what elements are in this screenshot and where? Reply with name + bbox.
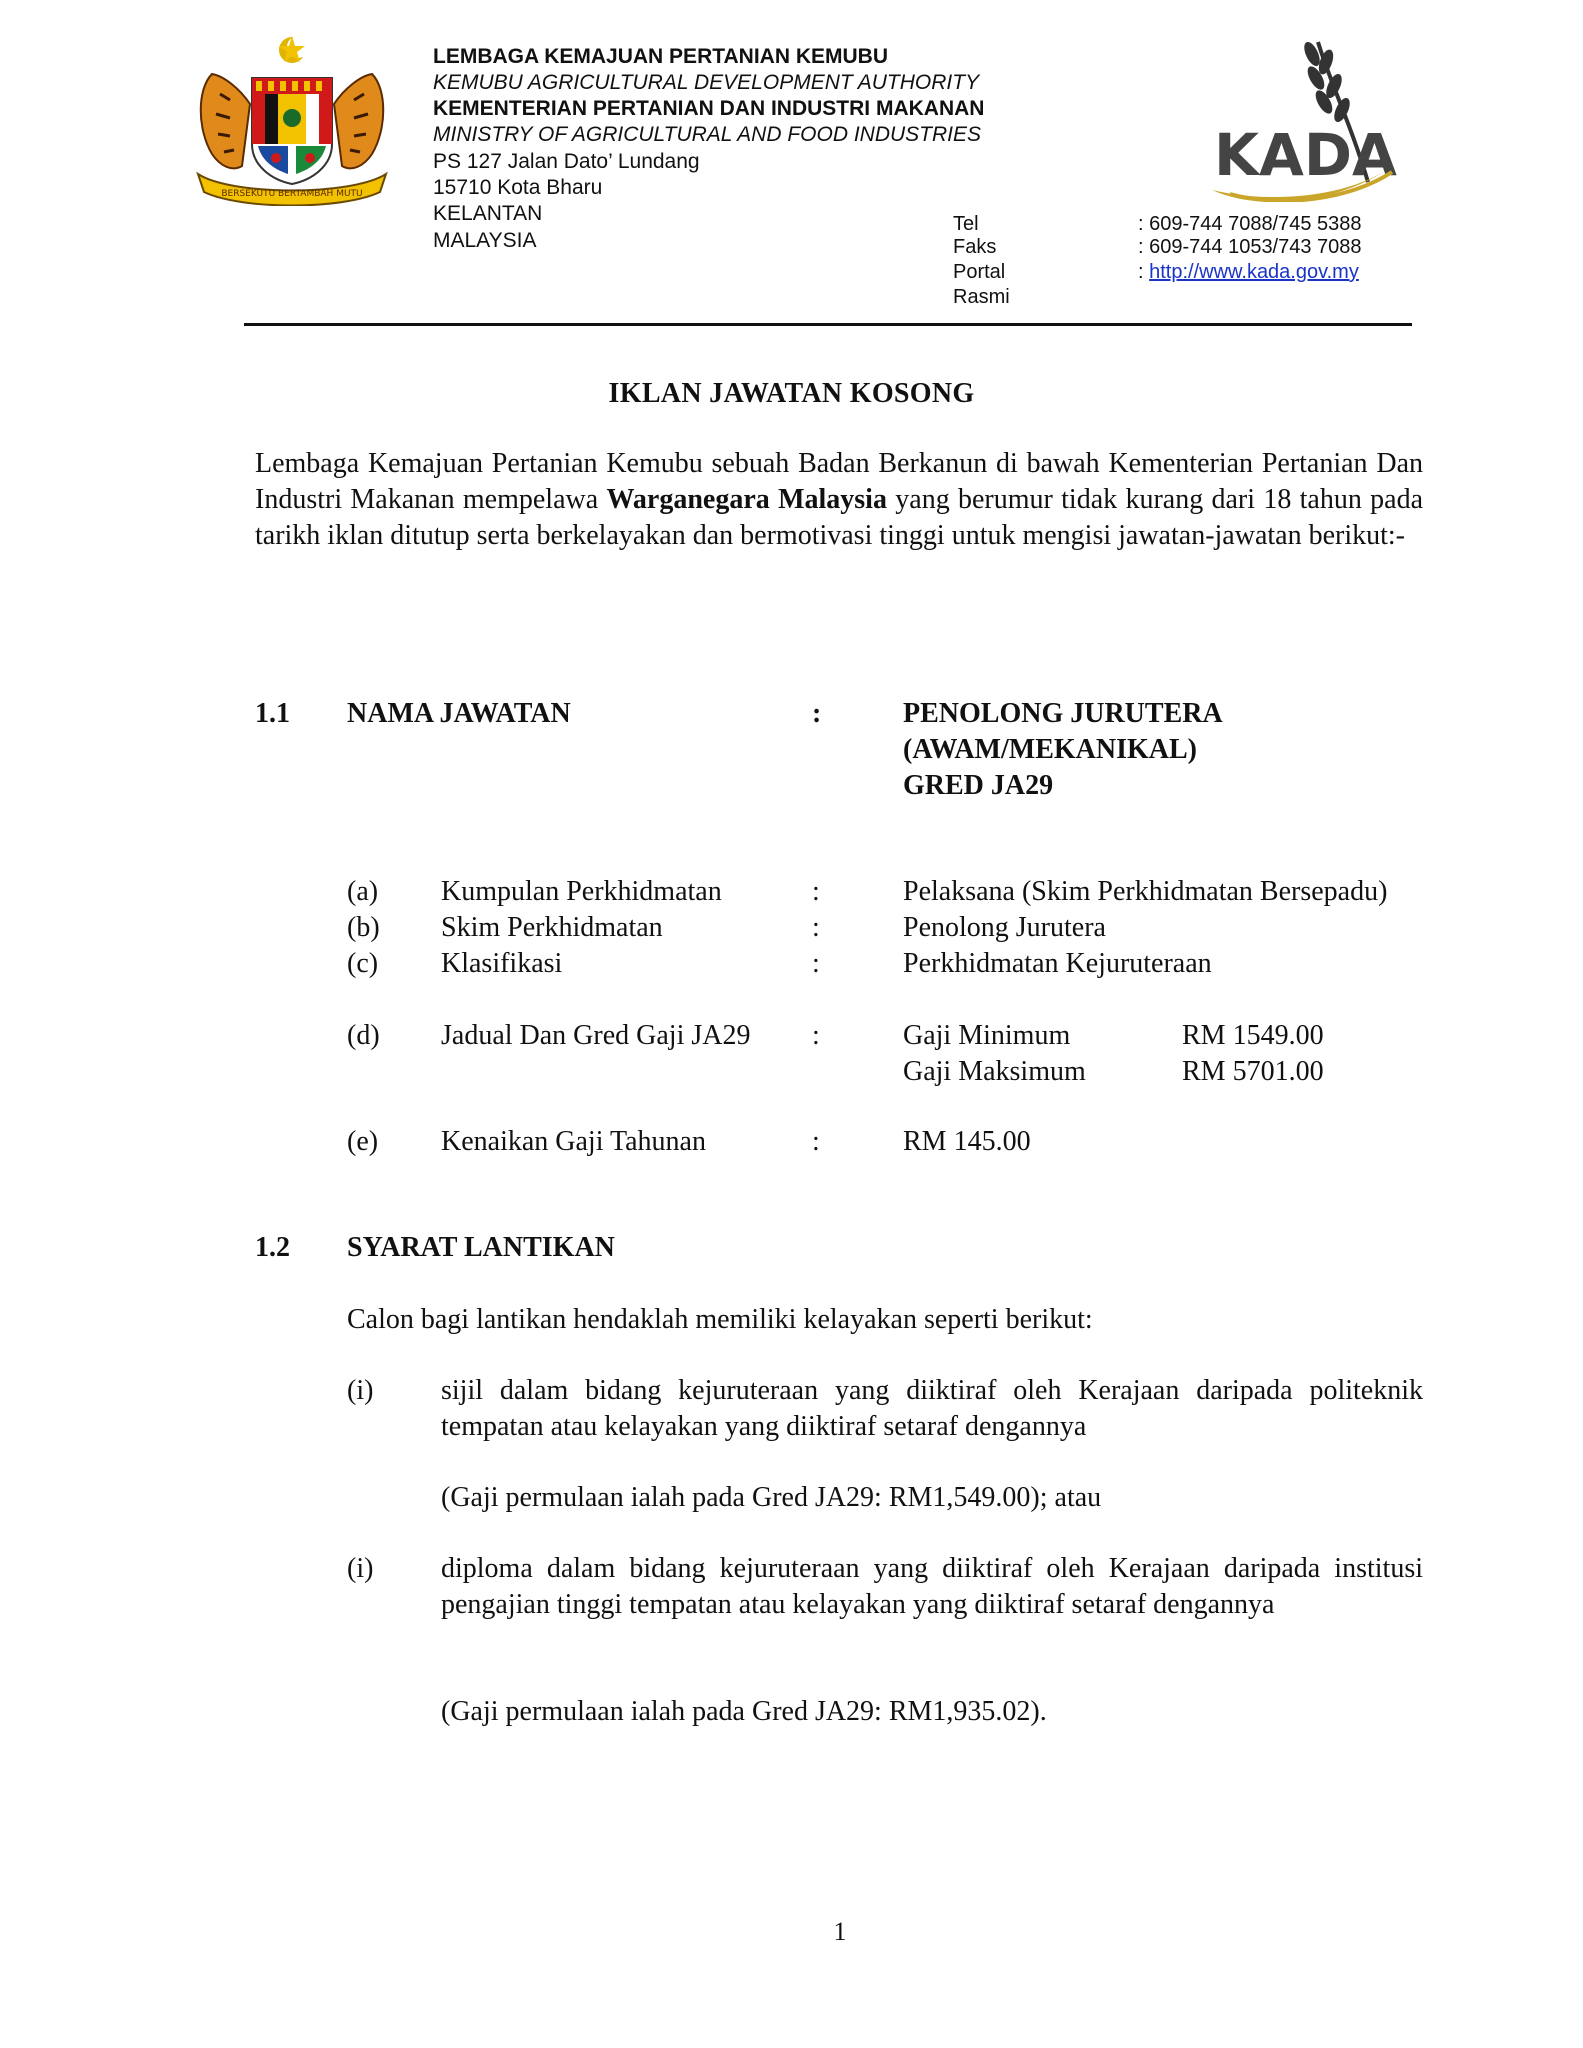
section-number: 1.2 (255, 1232, 290, 1263)
org-name-en: KEMUBU AGRICULTURAL DEVELOPMENT AUTHORITY (433, 71, 980, 94)
position-name-line: (AWAM/MEKANIKAL) (903, 734, 1197, 765)
item-colon: : (812, 1020, 820, 1051)
requirement-key: (i) (347, 1553, 374, 1584)
requirement-text: sijil dalam bidang kejuruteraan yang diiktiraf oleh Kerajaan daripada politeknik tempatan atau kelayakan yang diiktiraf setaraf dengannya (441, 1375, 1423, 1442)
requirement-text: diploma dalam bidang kejuruteraan yang diiktiraf oleh Kerajaan daripada institusi pengajian tinggi tempatan atau kelayakan yang diiktiraf setaraf dengannya (441, 1553, 1423, 1620)
requirements-intro: Calon bagi lantikan hendaklah memiliki kelayakan seperti berikut: (347, 1304, 1093, 1335)
section-label: NAMA JAWATAN (347, 698, 571, 729)
item-colon: : (812, 876, 820, 907)
salary-max-value: RM 5701.00 (1182, 1056, 1324, 1087)
section-colon: : (812, 698, 822, 729)
org-name-my: LEMBAGA KEMAJUAN PERTANIAN KEMUBU (433, 45, 888, 68)
position-grade: GRED JA29 (903, 770, 1054, 801)
page-number: 1 (833, 1917, 847, 1946)
document-title: IKLAN JAWATAN KOSONG (608, 378, 975, 409)
item-label-service-group: Kumpulan Perkhidmatan (441, 876, 722, 907)
address-line: MALAYSIA (433, 229, 537, 252)
requirement-salary-note: (Gaji permulaan ialah pada Gred JA29: RM1,935.02). (441, 1696, 1047, 1727)
salary-min-value: RM 1549.00 (1182, 1020, 1324, 1051)
item-label-annual-increment: Kenaikan Gaji Tahunan (441, 1126, 706, 1157)
item-colon: : (812, 1126, 820, 1157)
item-key: (a) (347, 876, 379, 907)
position-name-line: PENOLONG JURUTERA (903, 698, 1223, 729)
section-number: 1.1 (255, 698, 290, 729)
portal-link[interactable]: http://www.kada.gov.my (1149, 261, 1359, 283)
item-key: (b) (347, 912, 380, 943)
item-value-classification: Perkhidmatan Kejuruteraan (903, 948, 1212, 979)
address-line: KELANTAN (433, 202, 543, 225)
requirement-key: (i) (347, 1375, 374, 1406)
item-colon: : (812, 912, 820, 943)
header-divider (244, 323, 1412, 326)
salary-max-label: Gaji Maksimum (903, 1056, 1086, 1087)
address-line: PS 127 Jalan Dato’ Lundang (433, 150, 700, 173)
item-key: (d) (347, 1020, 380, 1051)
malaysia-coat-of-arms-icon (192, 34, 392, 206)
kada-logo-text: KADA (1214, 121, 1397, 189)
crest-ribbon-text: BERSEKUTU BERTAMBAH MUTU (221, 189, 363, 199)
kada-logo (1200, 32, 1400, 202)
intro-paragraph: Lembaga Kemajuan Pertanian Kemubu sebuah Badan Berkanun di bawah Kementerian Pertanian Dan Industri Makanan mempelawa Warganegara Malaysia yang berumur tidak kurang dari 18 tahun pada tarikh iklan ditutup serta berkelayakan dan bermotivasi tinggi untuk mengisi jawatan-jawatan berikut:- (255, 448, 1423, 551)
ministry-name-my: KEMENTERIAN PERTANIAN DAN INDUSTRI MAKANAN (433, 97, 985, 120)
ministry-name-en: MINISTRY OF AGRICULTURAL AND FOOD INDUSTRIES (433, 123, 982, 146)
item-value-service-scheme: Penolong Jurutera (903, 912, 1106, 943)
section-label: SYARAT LANTIKAN (347, 1232, 615, 1263)
address-line: 15710 Kota Bharu (433, 176, 603, 199)
item-label-service-scheme: Skim Perkhidmatan (441, 912, 663, 943)
item-value-annual-increment: RM 145.00 (903, 1126, 1031, 1157)
item-key: (e) (347, 1126, 379, 1157)
requirement-salary-note: (Gaji permulaan ialah pada Gred JA29: RM1,549.00); atau (441, 1482, 1102, 1513)
item-label-classification: Klasifikasi (441, 948, 563, 979)
item-value-service-group: Pelaksana (Skim Perkhidmatan Bersepadu) (903, 876, 1388, 907)
item-label-salary-schedule: Jadual Dan Gred Gaji JA29 (441, 1020, 751, 1051)
salary-min-label: Gaji Minimum (903, 1020, 1071, 1051)
item-key: (c) (347, 948, 379, 979)
item-colon: : (812, 948, 820, 979)
